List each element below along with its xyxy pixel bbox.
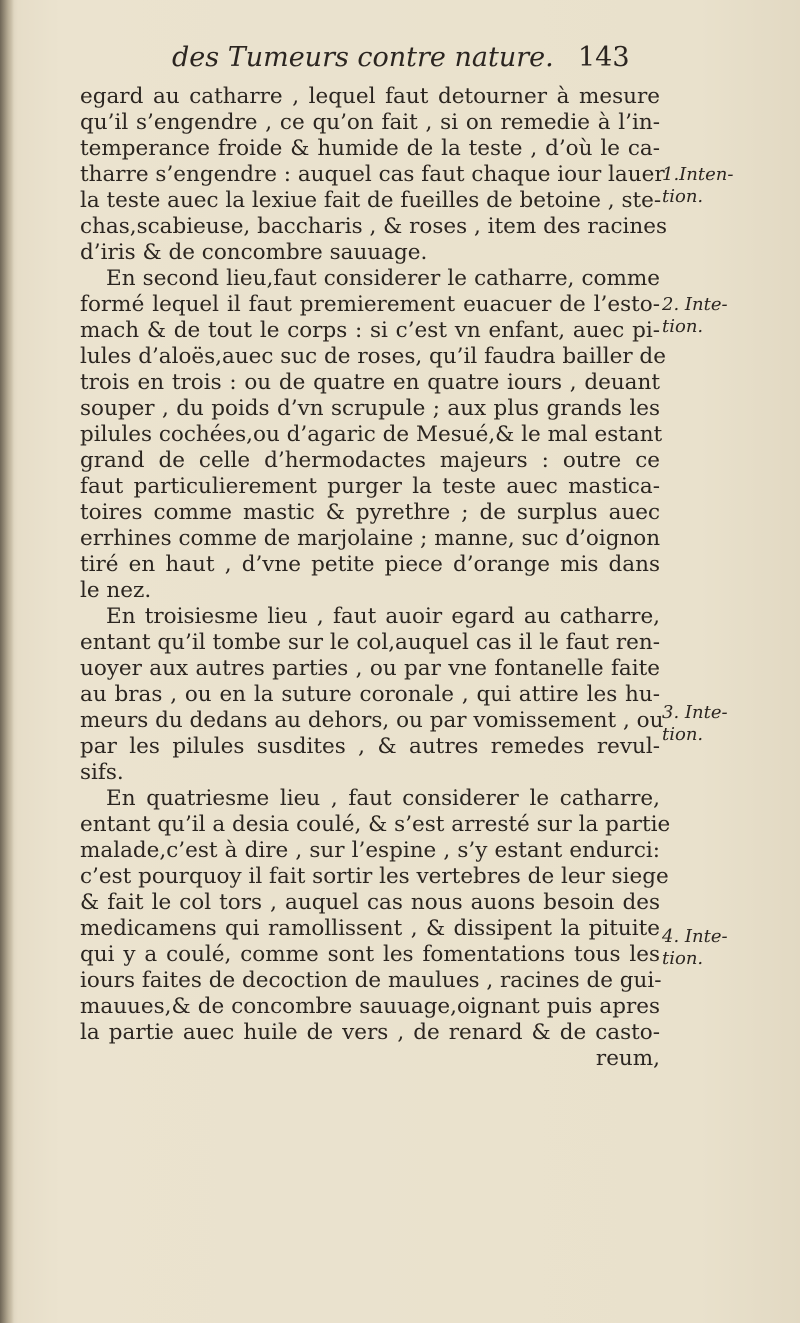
margin-note-1: [662, 164, 772, 208]
page-number: 143: [578, 42, 630, 73]
running-title: des Tumeurs contre nature.: [172, 42, 554, 73]
margin-note-line: tion.: [662, 724, 704, 745]
text-line: d’iris & de concombre sauuage.: [80, 240, 428, 265]
margin-note-3: [662, 702, 772, 746]
text-line: sifs.: [80, 760, 124, 785]
text-line: toires comme mastic & pyrethre ; de surplus auec: [80, 500, 660, 525]
margin-note-line: tion.: [662, 948, 704, 969]
text-line: En troisiesme lieu , faut auoir egard au catharre,: [106, 604, 660, 629]
text-line: medicamens qui ramollissent , & dissipent la pituite: [80, 916, 660, 941]
text-line: par les pilules susdites , & autres remedes revul-: [80, 734, 660, 759]
text-line: egard au catharre , lequel faut detourner à mesure: [80, 84, 660, 109]
text-line: qu’il s’engendre , ce qu’on fait , si on remedie à l’in-: [80, 110, 660, 135]
binding-gutter: [0, 0, 14, 1323]
text-line: qui y a coulé, comme sont les fomentations tous les: [80, 942, 660, 967]
text-line: lules d’aloës,auec suc de roses, qu’il faudra bailler de: [80, 344, 666, 369]
text-line: En quatriesme lieu , faut considerer le catharre,: [106, 786, 660, 811]
text-line: le nez.: [80, 578, 152, 603]
margin-note-line: 3. Inte-: [662, 702, 728, 723]
text-line: grand de celle d’hermodactes majeurs : outre ce: [80, 448, 660, 473]
text-line: malade,c’est à dire , sur l’espine , s’y estant endurci:: [80, 838, 660, 863]
margin-note-line: 2. Inte-: [662, 294, 728, 315]
text-line: trois en trois : ou de quatre en quatre iours , deuant: [80, 370, 660, 395]
text-line: entant qu’il a desia coulé, & s’est arresté sur la partie: [80, 812, 671, 837]
margin-note-2: [662, 294, 772, 338]
margin-note-line: tion.: [662, 186, 704, 207]
catchword: reum,: [595, 1046, 660, 1071]
text-line: meurs du dedans au dehors, ou par vomissement , ou: [80, 708, 664, 733]
body-text: [80, 84, 671, 1072]
text-line: la partie auec huile de vers , de renard & de casto-: [80, 1020, 660, 1045]
text-line: tiré en haut , d’vne petite piece d’orange mis dans: [80, 552, 660, 577]
text-line: souper , du poids d’vn scrupule ; aux plus grands les: [80, 396, 660, 421]
text-line: En second lieu,faut considerer le catharre, comme: [106, 266, 660, 291]
margin-note-line: 1.Inten-: [662, 164, 734, 185]
text-line: formé lequel il faut premierement euacuer de l’esto-: [80, 292, 660, 317]
text-line: au bras , ou en la suture coronale , qui attire les hu-: [80, 682, 660, 707]
text-line: & fait le col tors , auquel cas nous auons besoin des: [80, 890, 660, 915]
paragraph-2: [80, 266, 666, 604]
paragraph-4: [80, 786, 671, 1072]
text-line: mach & de tout le corps : si c’est vn enfant, auec pi-: [80, 318, 660, 343]
text-line: tharre s’engendre : auquel cas faut chaque iour lauer: [80, 162, 665, 187]
text-line: faut particulierement purger la teste auec mastica-: [80, 474, 660, 499]
margin-note-line: 4. Inte-: [662, 926, 728, 947]
margin-note-line: tion.: [662, 316, 704, 337]
text-line: la teste auec la lexiue fait de fueilles de betoine , ste-: [80, 188, 662, 213]
paragraph-1: [80, 84, 668, 266]
text-line: pilules cochées,ou d’agaric de Mesué,& le mal estant: [80, 422, 663, 447]
text-line: chas,scabieuse, baccharis , & roses , item des racines: [80, 214, 668, 239]
paragraph-3: [80, 604, 664, 786]
text-line: temperance froide & humide de la teste , d’où le ca-: [80, 136, 660, 161]
text-line: c’est pourquoy il fait sortir les vertebres de leur siege: [80, 864, 669, 889]
text-line: uoyer aux autres parties , ou par vne fontanelle faite: [80, 656, 660, 681]
text-line: errhines comme de marjolaine ; manne, suc d’oignon: [80, 526, 661, 551]
running-header: [172, 42, 672, 82]
text-line: mauues,& de concombre sauuage,oignant puis apres: [80, 994, 660, 1019]
margin-note-4: [662, 926, 772, 970]
text-line: entant qu’il tombe sur le col,auquel cas il le faut ren-: [80, 630, 660, 655]
text-line: iours faites de decoction de maulues , racines de gui-: [80, 968, 662, 993]
